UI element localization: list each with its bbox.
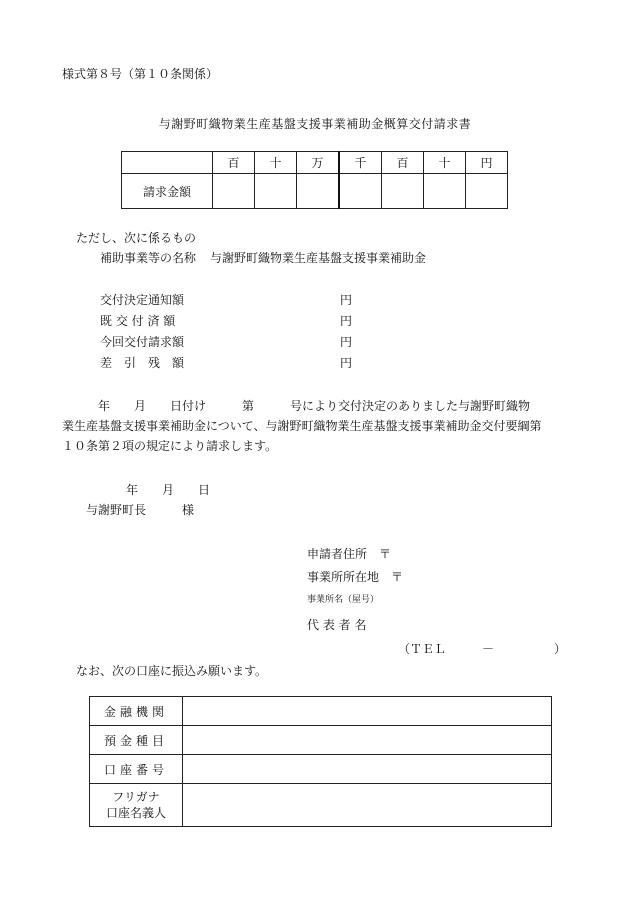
unit-yen: 円: [466, 152, 508, 174]
amount-digit-cell[interactable]: [339, 174, 382, 209]
account-holder-label: [90, 784, 183, 827]
claim-amount-label: 請求金額: [122, 174, 213, 209]
account-number-field[interactable]: [183, 755, 552, 784]
deposit-type-field[interactable]: [183, 726, 552, 755]
amount-digit-cell[interactable]: [382, 174, 424, 209]
account-number-label: 口座番号: [90, 755, 183, 784]
holder-label: 口座名義人: [105, 806, 166, 820]
proviso-text: ただし、次に係るもの: [76, 231, 197, 245]
amount-row-unit: 円: [340, 356, 353, 370]
amount-digit-cell[interactable]: [466, 174, 508, 209]
project-name: 与謝野町織物業生産基盤支援事業補助金: [210, 251, 427, 265]
representative-label: 代 表 者 名: [307, 618, 367, 632]
unit-ten: 十: [424, 152, 466, 174]
amount-row-label: 今回交付請求額: [100, 335, 185, 349]
office-name-label: 事業所名（屋号）: [307, 595, 380, 605]
financial-institution-field[interactable]: [183, 697, 552, 726]
account-holder-field[interactable]: [183, 784, 552, 827]
bank-transfer-note: なお、次の口座に振込み願います。: [76, 664, 268, 678]
amount-row-unit: 円: [340, 314, 353, 328]
office-location-label: 事業所所在地 〒: [307, 570, 404, 584]
amount-digit-cell[interactable]: [297, 174, 340, 209]
unit-ten-million: 十: [255, 152, 297, 174]
submission-date: 年 月 日: [126, 483, 211, 497]
unit-hundred-million: 百: [213, 152, 255, 174]
amount-digit-cell[interactable]: [424, 174, 466, 209]
amount-table-corner: [122, 152, 213, 174]
amount-digit-cell[interactable]: [213, 174, 255, 209]
request-paragraph: [62, 396, 582, 456]
applicant-address-label: 申請者住所 〒: [307, 547, 392, 561]
amount-digit-cell[interactable]: [255, 174, 297, 209]
paragraph-line: １０条第２項の規定により請求します。: [62, 439, 278, 453]
paragraph-line: 年 月 日付け 第 号により交付決定のありました与謝野町織物: [62, 399, 531, 413]
amount-row-unit: 円: [340, 335, 353, 349]
deposit-type-label: 預金種目: [90, 726, 183, 755]
unit-thousand: 千: [339, 152, 382, 174]
tel-field: （ＴＥＬ － ）: [398, 642, 567, 656]
project-name-line: [100, 252, 426, 264]
addressee: 与謝野町長 様: [86, 503, 195, 517]
unit-ten-thousand: 万: [297, 152, 340, 174]
claim-amount-table: [121, 151, 508, 209]
furigana-label: フリガナ: [112, 790, 160, 804]
bank-account-table: [89, 696, 552, 827]
amount-row-label: 既 交 付 済 額: [100, 314, 176, 328]
form-number: 様式第８号（第１０条関係）: [62, 67, 219, 81]
amount-row-unit: 円: [340, 293, 353, 307]
document-title: 与謝野町織物業生産基盤支援事業補助金概算交付請求書: [158, 117, 472, 131]
financial-institution-label: 金融機関: [90, 697, 183, 726]
paragraph-line: 業生産基盤支援事業補助金について、与謝野町織物業生産基盤支援事業補助金交付要綱第: [62, 419, 542, 433]
project-name-label: 補助事業等の名称: [100, 251, 197, 265]
amount-row-label: 差 引 残 額: [100, 356, 185, 370]
amount-row-label: 交付決定通知額: [100, 293, 185, 307]
unit-hundred: 百: [382, 152, 424, 174]
